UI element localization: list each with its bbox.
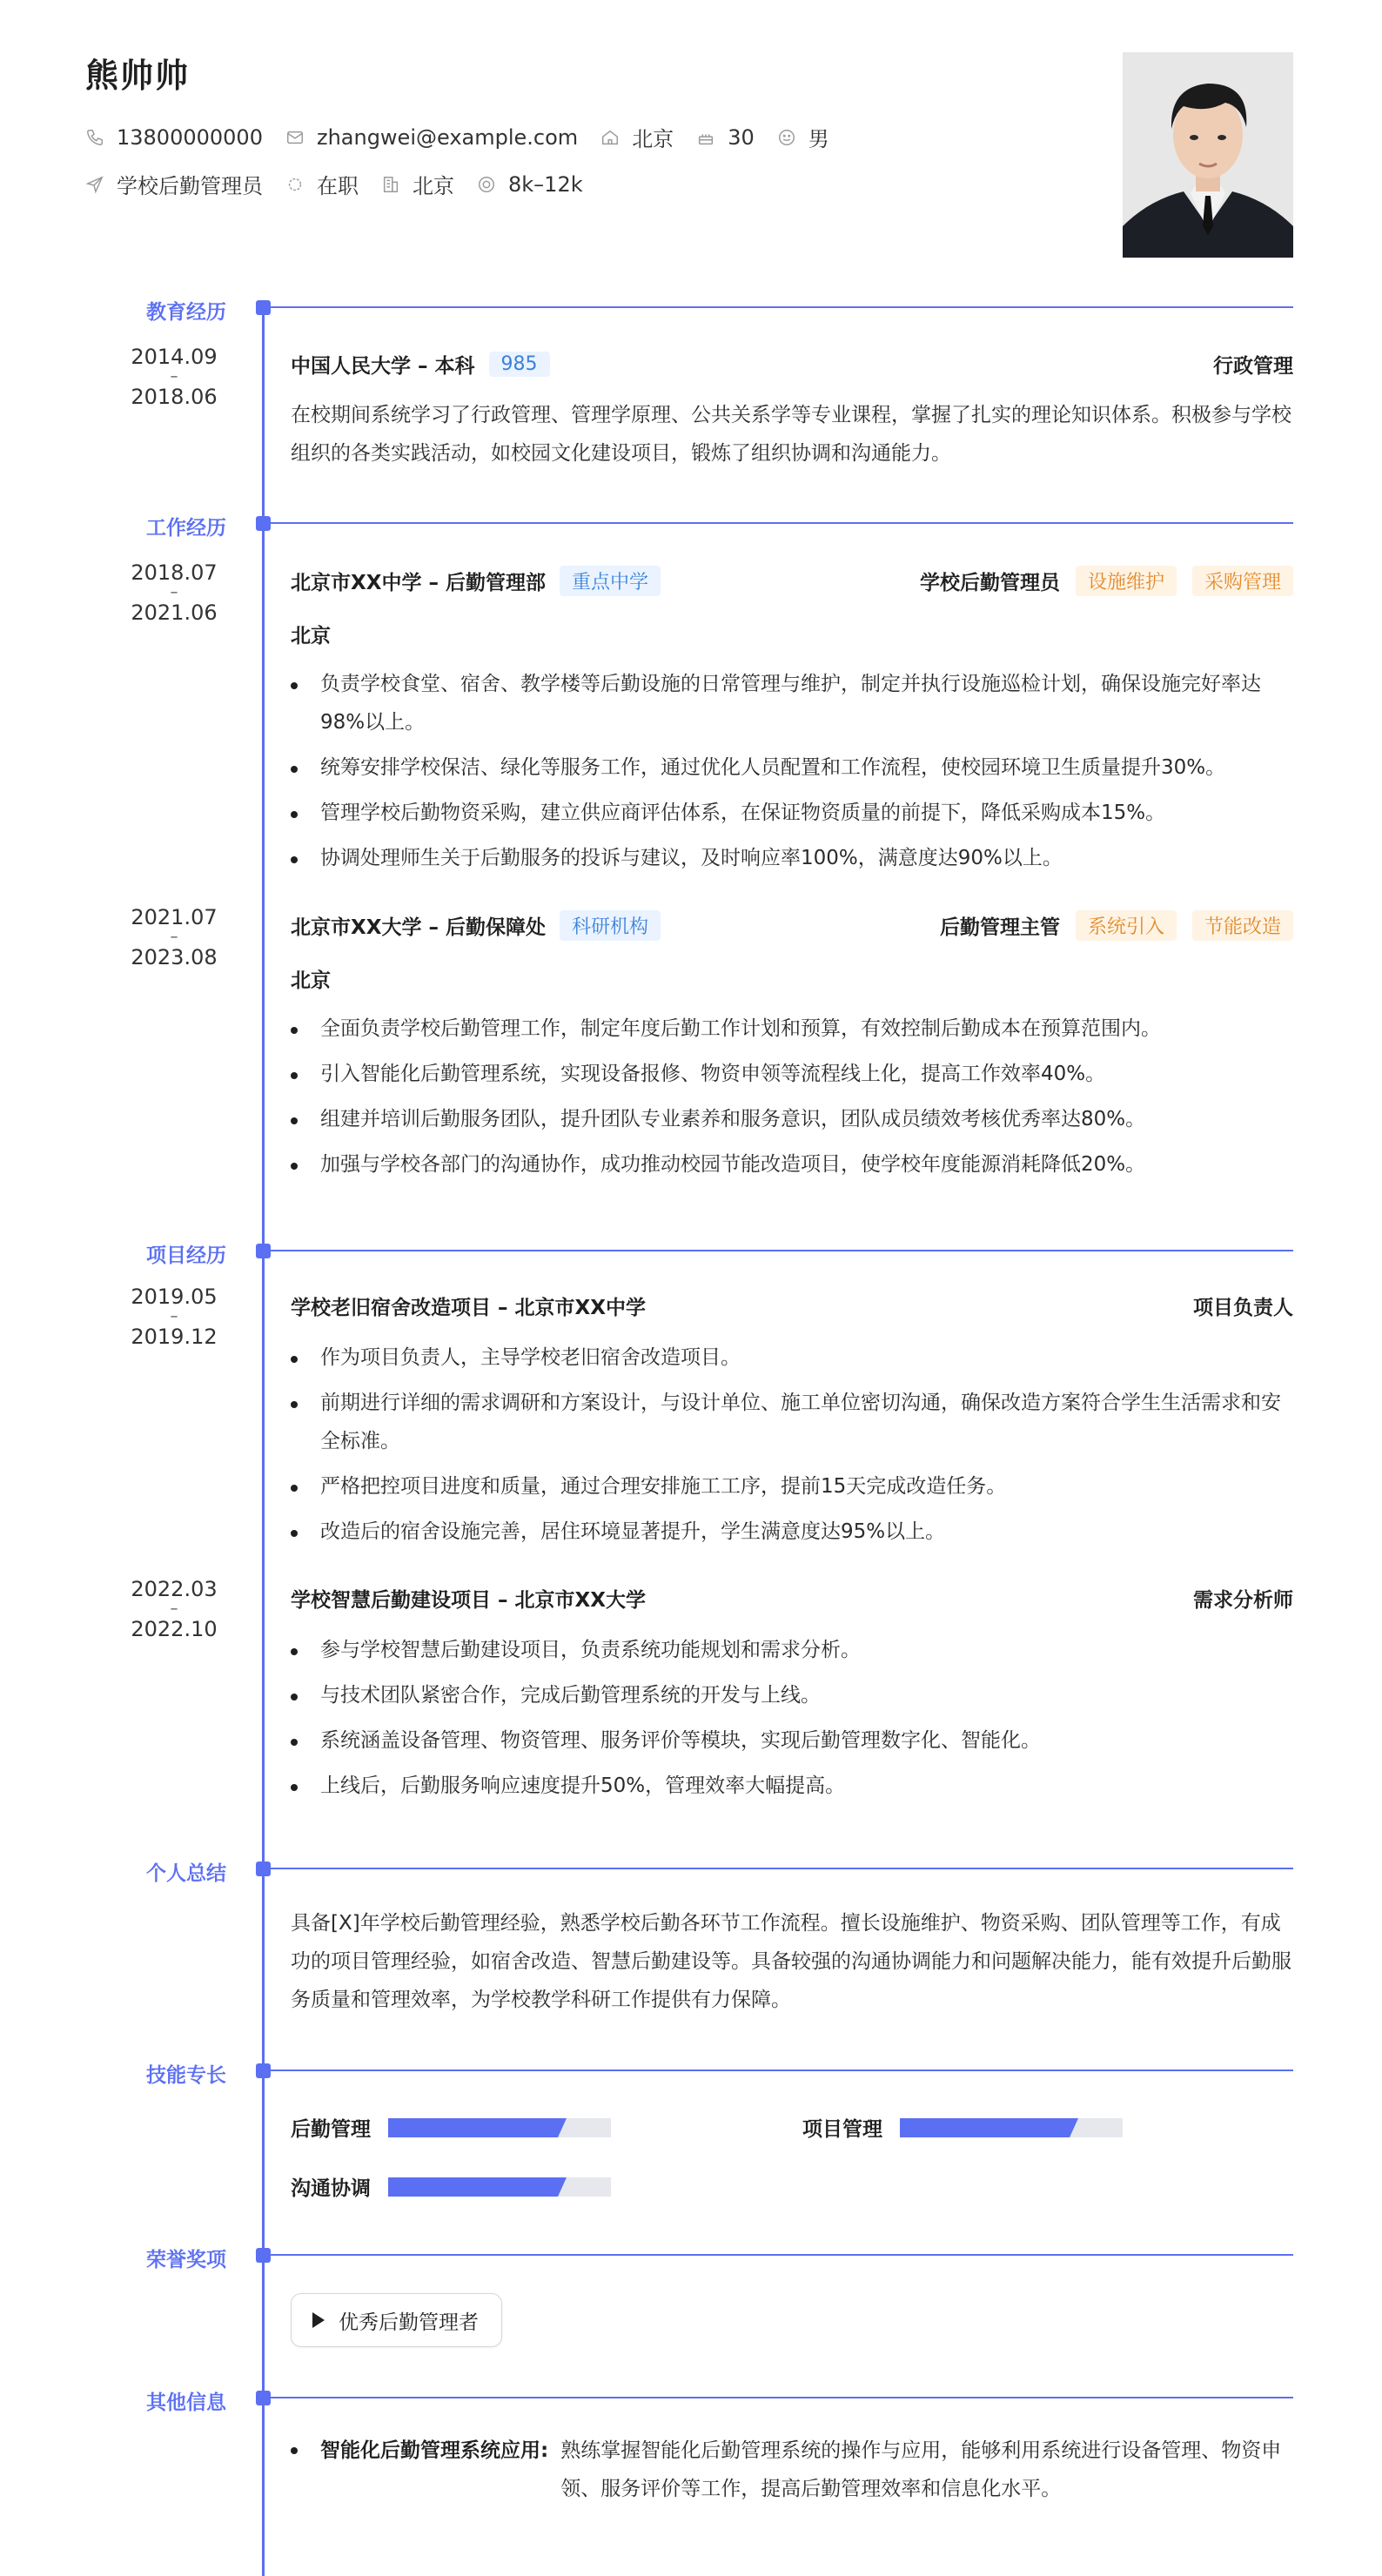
edu-header (291, 350, 1293, 379)
bullet-dot (291, 2447, 298, 2454)
age-item (696, 125, 755, 150)
date-separator: – (170, 1307, 178, 1325)
skill-bar-fill (388, 2177, 558, 2197)
play-icon (312, 2312, 325, 2328)
date-end: 2019.12 (131, 1325, 218, 1349)
profile-photo (1123, 52, 1293, 258)
skill-bar-fill (388, 2118, 558, 2137)
face-icon (777, 128, 796, 147)
skill-tag: 设施维护 (1076, 566, 1177, 596)
section-divider (270, 306, 1293, 308)
skill-tag: 系统引入 (1076, 910, 1177, 941)
section-title-work: 工作经历 (146, 517, 226, 540)
section-title-other: 其他信息 (146, 2392, 226, 2414)
city-item (600, 122, 674, 152)
work-bullets (291, 1010, 1293, 1191)
date-separator: – (170, 583, 178, 601)
honor-text: 优秀后勤管理者 (339, 2311, 479, 2334)
skill-tag: 采购管理 (1192, 566, 1293, 596)
list-item: 统筹安排学校保洁、绿化等服务工作，通过优化人员配置和工作流程，使校园环境卫生质量提升30%。 (291, 748, 1293, 787)
date-start: 2019.05 (131, 1285, 218, 1309)
list-item: 协调处理师生关于后勤服务的投诉与建议，及时响应率100%，满意度达90%以上。 (291, 839, 1293, 877)
date-start: 2022.03 (131, 1577, 218, 1601)
section-divider (270, 2397, 1293, 2398)
work-header (291, 910, 1293, 941)
project-date (122, 1286, 226, 1347)
list-item: 负责学校食堂、宿舍、教学楼等后勤设施的日常管理与维护，制定并执行设施巡检计划，确保设施完好率达98%以上。 (291, 665, 1293, 741)
project-title: 学校智慧后勤建设项目 – 北京市XX大学 (291, 1589, 646, 1612)
section-title-honors: 荣誉奖项 (146, 2249, 226, 2271)
summary-text: 具备[X]年学校后勤管理经验，熟悉学校后勤各环节工作流程。擅长设施维护、物资采购、团队管理等工作，有成功的项目管理经验，如宿舍改造、智慧后勤建设等。具备较强的沟通协调能力和问题解决能力，能有效提升后勤服务质量和管理效率，为学校教学科研工作提供有力保障。 (291, 1912, 1291, 2011)
list-item: 作为项目负责人，主导学校老旧宿舍改造项目。 (291, 1338, 1293, 1377)
work-bullets (291, 665, 1293, 884)
section-marker (256, 516, 271, 531)
project-bullets (291, 1338, 1293, 1558)
work-location: 北京 (291, 625, 331, 647)
date-separator: – (170, 1600, 178, 1618)
project-title: 学校老旧宿舍改造项目 – 北京市XX中学 (291, 1297, 646, 1319)
other-text: 熟练掌握智能化后勤管理系统的操作与应用，能够利用系统进行设备管理、物资申领、服务评价等工作，提高后勤管理效率和信息化水平。 (560, 2439, 1282, 2500)
skill-name: 沟通协调 (291, 2177, 371, 2200)
section-divider (270, 1868, 1293, 1869)
section-marker (256, 300, 271, 315)
work-city-text: 北京 (413, 174, 454, 198)
company-name: 北京市XX中学 – 后勤管理部 (291, 572, 546, 594)
section-divider (270, 1250, 1293, 1251)
status-item (285, 169, 359, 199)
age-text: 30 (728, 124, 755, 150)
list-item: 管理学校后勤物资采购，建立供应商评估体系，在保证物资质量的前提下，降低采购成本15%。 (291, 794, 1293, 832)
other-label: 智能化后勤管理系统应用: (320, 2439, 549, 2462)
position-item (85, 169, 263, 199)
date-start: 2018.07 (131, 560, 218, 585)
date-separator: – (170, 928, 178, 946)
date-separator: – (170, 367, 178, 386)
contact-row (85, 122, 852, 152)
email-text: zhangwei@example.com (316, 124, 579, 150)
section-title-skills: 技能专长 (146, 2064, 226, 2087)
other-info-item (291, 2432, 1293, 2508)
phone-text: 13800000000 (117, 124, 263, 150)
skill-item (291, 2113, 611, 2142)
skill-name: 项目管理 (802, 2118, 882, 2141)
project-date (122, 1579, 226, 1640)
mail-icon (285, 128, 305, 147)
skill-bar (388, 2177, 611, 2197)
section-divider (270, 2254, 1293, 2256)
list-item: 严格把控项目进度和质量，通过合理安排施工工序，提前15天完成改造任务。 (291, 1467, 1293, 1506)
project-header (291, 1584, 1293, 1613)
phone-item (85, 125, 263, 150)
company-name: 北京市XX大学 – 后勤保障处 (291, 916, 546, 939)
major: 行政管理 (1213, 355, 1293, 378)
section-marker (256, 2063, 271, 2078)
edu-date (122, 346, 226, 407)
work-date (122, 562, 226, 623)
list-item: 参与学校智慧后勤建设项目，负责系统功能规划和需求分析。 (291, 1631, 1293, 1669)
coin-icon (477, 175, 496, 194)
city-text: 北京 (632, 127, 674, 151)
cake-icon (696, 128, 715, 147)
date-start: 2021.07 (131, 905, 218, 929)
section-divider (270, 522, 1293, 524)
skill-bar-fill (900, 2118, 1070, 2137)
list-item: 与技术团队紧密合作，完成后勤管理系统的开发与上线。 (291, 1676, 1293, 1714)
list-item: 加强与学校各部门的沟通协作，成功推动校园节能改造项目，使学校年度能源消耗降低20%。 (291, 1145, 1293, 1184)
salary-text: 8k–12k (508, 171, 583, 197)
date-end: 2023.08 (131, 945, 218, 969)
project-role: 项目负责人 (1193, 1297, 1293, 1319)
list-item: 改造后的宿舍设施完善，居住环境显著提升，学生满意度达95%以上。 (291, 1513, 1293, 1551)
job-title: 后勤管理主管 (939, 916, 1060, 939)
phone-icon (85, 128, 104, 147)
school-name: 中国人民大学 – 本科 (291, 355, 475, 378)
list-item: 引入智能化后勤管理系统，实现设备报修、物资申领等流程线上化，提高工作效率40%。 (291, 1055, 1293, 1093)
project-role: 需求分析师 (1193, 1589, 1293, 1612)
section-marker (256, 2391, 271, 2405)
project-bullets (291, 1631, 1293, 1812)
date-end: 2022.10 (131, 1617, 218, 1641)
status-icon (285, 175, 305, 194)
gender-text: 男 (808, 127, 829, 151)
section-title-education: 教育经历 (146, 301, 226, 324)
candidate-name: 熊帅帅 (85, 57, 191, 95)
list-item: 前期进行详细的需求调研和方案设计，与设计单位、施工单位密切沟通，确保改造方案符合学生生活需求和安全标准。 (291, 1384, 1293, 1460)
salary-item (477, 172, 583, 197)
section-title-summary: 个人总结 (146, 1862, 226, 1885)
skill-item (802, 2113, 1123, 2142)
company-tag: 重点中学 (560, 566, 661, 596)
skill-item (291, 2172, 611, 2201)
portrait-image (1123, 52, 1293, 258)
skill-tag: 节能改造 (1192, 910, 1293, 941)
email-item (285, 125, 578, 150)
section-marker (256, 1244, 271, 1258)
list-item: 组建并培训后勤服务团队，提升团队专业素养和服务意识，团队成员绩效考核优秀率达80%。 (291, 1100, 1293, 1138)
project-header (291, 1291, 1293, 1320)
work-header (291, 566, 1293, 596)
job-title: 学校后勤管理员 (919, 572, 1060, 594)
list-item: 上线后，后勤服务响应速度提升50%，管理效率大幅提高。 (291, 1767, 1293, 1805)
section-marker (256, 1862, 271, 1876)
gender-item (777, 122, 829, 152)
date-end: 2021.06 (131, 600, 218, 625)
status-text: 在职 (317, 174, 359, 198)
timeline-line (262, 305, 265, 2576)
skill-bar (900, 2118, 1123, 2137)
home-icon (600, 128, 620, 147)
date-start: 2014.09 (131, 345, 218, 369)
section-marker (256, 2248, 271, 2263)
school-tag: 985 (489, 352, 550, 377)
work-city-item (381, 169, 454, 199)
building-icon (381, 175, 400, 194)
send-icon (85, 175, 104, 194)
honor-badge (291, 2293, 502, 2347)
section-divider (270, 2070, 1293, 2071)
position-text: 学校后勤管理员 (117, 174, 263, 198)
skill-name: 后勤管理 (291, 2118, 371, 2141)
date-end: 2018.06 (131, 385, 218, 409)
work-date (122, 907, 226, 968)
list-item: 全面负责学校后勤管理工作，制定年度后勤工作计划和预算，有效控制后勤成本在预算范围内。 (291, 1010, 1293, 1048)
edu-description: 在校期间系统学习了行政管理、管理学原理、公共关系学等专业课程，掌握了扎实的理论知识体系。积极参与学校组织的各类实践活动，如校园文化建设项目，锻炼了组织协调和沟通能力。 (291, 404, 1291, 465)
list-item: 系统涵盖设备管理、物资管理、服务评价等模块，实现后勤管理数字化、智能化。 (291, 1721, 1293, 1760)
job-intent-row (85, 169, 606, 199)
skill-bar (388, 2118, 611, 2137)
company-tag: 科研机构 (560, 910, 661, 941)
section-title-project: 项目经历 (146, 1244, 226, 1267)
work-location: 北京 (291, 969, 331, 992)
